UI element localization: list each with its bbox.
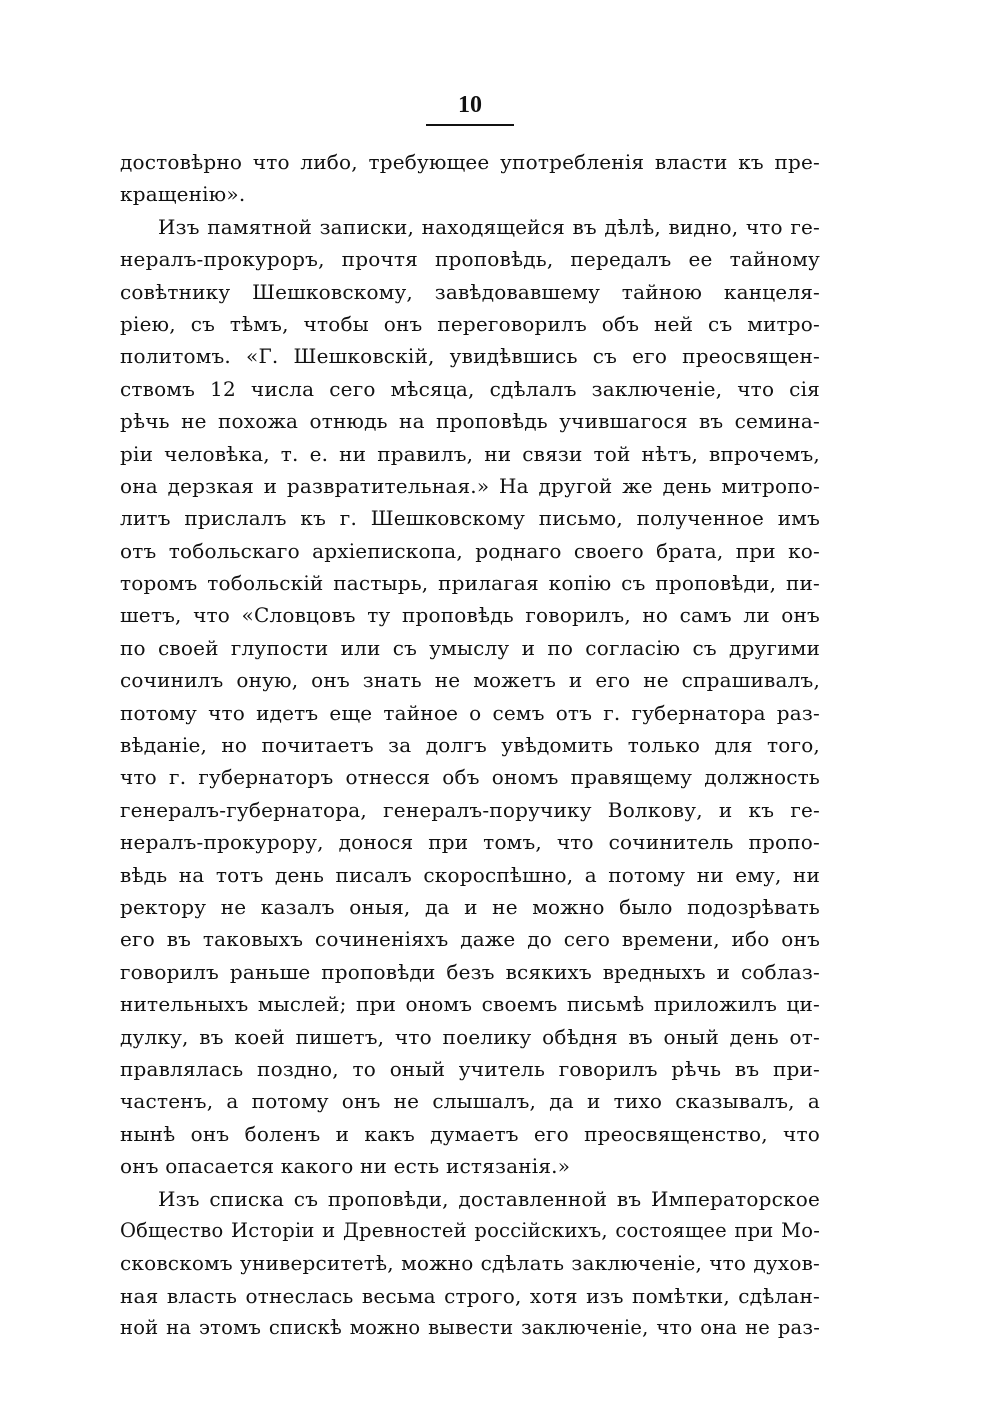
text-line: ной на этомъ спискѣ можно вывести заключеніе, что она не раз- bbox=[120, 1316, 820, 1340]
body-text bbox=[120, 146, 820, 1344]
page-number-rule bbox=[426, 124, 514, 126]
text-line: Изъ списка съ проповѣди, доставленной въ Императорское bbox=[158, 1186, 820, 1211]
text-line: она дерзкая и развратительная.» На другой же день митропо- bbox=[120, 473, 820, 498]
text-line: что г. губернаторъ отнесся объ ономъ правящему должность bbox=[120, 765, 820, 790]
text-line: сочинилъ оную, онъ знать не можетъ и его не спрашивалъ, bbox=[120, 668, 820, 693]
text-line: его въ таковыхъ сочиненіяхъ даже до сего времени, ибо онъ bbox=[120, 927, 820, 952]
text-line: совѣтнику Шешковскому, завѣдовавшему тайною канцеля- bbox=[120, 279, 820, 304]
text-line: генералъ-губернатора, генералъ-поручику Волкову, и къ ге- bbox=[120, 797, 820, 822]
text-line: торомъ тобольскій пастырь, прилагая копію съ проповѣди, пи- bbox=[120, 571, 820, 596]
text-line: достовѣрно что либо, требующее употребленія власти къ пре- bbox=[120, 150, 820, 174]
text-line: вѣдь на тотъ день писалъ скороспѣшно, а потому ни ему, ни bbox=[120, 862, 820, 887]
text-line: Общество Исторіи и Древностей россійскихъ, состоящее при Мо- bbox=[120, 1218, 820, 1242]
text-line: ріи человѣка, т. е. ни правилъ, ни связи той нѣтъ, впрочемъ, bbox=[120, 441, 820, 466]
text-line: шетъ, что «Словцовъ ту проповѣдь говорилъ, но самъ ли онъ bbox=[120, 603, 820, 628]
text-line: дулку, въ коей пишетъ, что поелику обѣдня въ оный день от- bbox=[120, 1024, 820, 1049]
text-line: по своей глупости или съ умыслу и по согласію съ другими bbox=[120, 635, 820, 660]
text-line: вѣданіе, но почитаетъ за долгъ увѣдомить только для того, bbox=[120, 733, 820, 758]
text-line: литъ прислалъ къ г. Шешковскому письмо, полученное имъ bbox=[120, 506, 820, 531]
text-line: онъ опасается какого ни есть истязанія.» bbox=[120, 1154, 571, 1179]
text-line: нительныхъ мыслей; при ономъ своемъ письмѣ приложилъ ци- bbox=[120, 992, 820, 1017]
text-line: рѣчь не похожа отнюдь на проповѣдь учившагося въ семина- bbox=[120, 409, 820, 434]
text-line: нералъ-прокуроръ, прочтя проповѣдь, передалъ ее тайному bbox=[120, 247, 820, 272]
text-line: потому что идетъ еще тайное о семъ отъ г. губернатора раз- bbox=[120, 700, 820, 725]
text-line: правлялась поздно, то оный учитель говорилъ рѣчь въ при- bbox=[120, 1056, 820, 1081]
text-line: Изъ памятной записки, находящейся въ дѣлѣ, видно, что ге- bbox=[158, 214, 820, 239]
text-line: ная власть отнеслась весьма строго, хотя изъ помѣтки, сдѣлан- bbox=[120, 1283, 820, 1308]
text-line: ректору не казалъ оныя, да и не можно было подозрѣвать bbox=[120, 894, 820, 919]
text-line: говорилъ раньше проповѣди безъ всякихъ вредныхъ и соблаз- bbox=[120, 959, 820, 984]
text-line: отъ тобольскаго архіепископа, роднаго своего брата, при ко- bbox=[120, 538, 820, 563]
text-line: кращенію». bbox=[120, 182, 246, 207]
text-line: сковскомъ университетѣ, можно сдѣлать заключеніе, что духов- bbox=[120, 1251, 820, 1276]
text-line: частенъ, а потому онъ не слышалъ, да и тихо сказывалъ, а bbox=[120, 1089, 820, 1114]
text-line: ріею, съ тѣмъ, чтобы онъ переговорилъ объ ней съ митро- bbox=[120, 311, 820, 336]
text-line: нынѣ онъ боленъ и какъ думаетъ его преосвященство, что bbox=[120, 1121, 820, 1146]
text-line: ствомъ 12 числа сего мѣсяца, сдѣлалъ заключеніе, что сія bbox=[120, 376, 820, 401]
text-line: политомъ. «Г. Шешковскій, увидѣвшись съ его преосвящен- bbox=[120, 344, 820, 369]
page-number: 10 bbox=[458, 92, 482, 118]
text-line: нералъ-прокурору, донося при томъ, что сочинитель пропо- bbox=[120, 830, 820, 855]
